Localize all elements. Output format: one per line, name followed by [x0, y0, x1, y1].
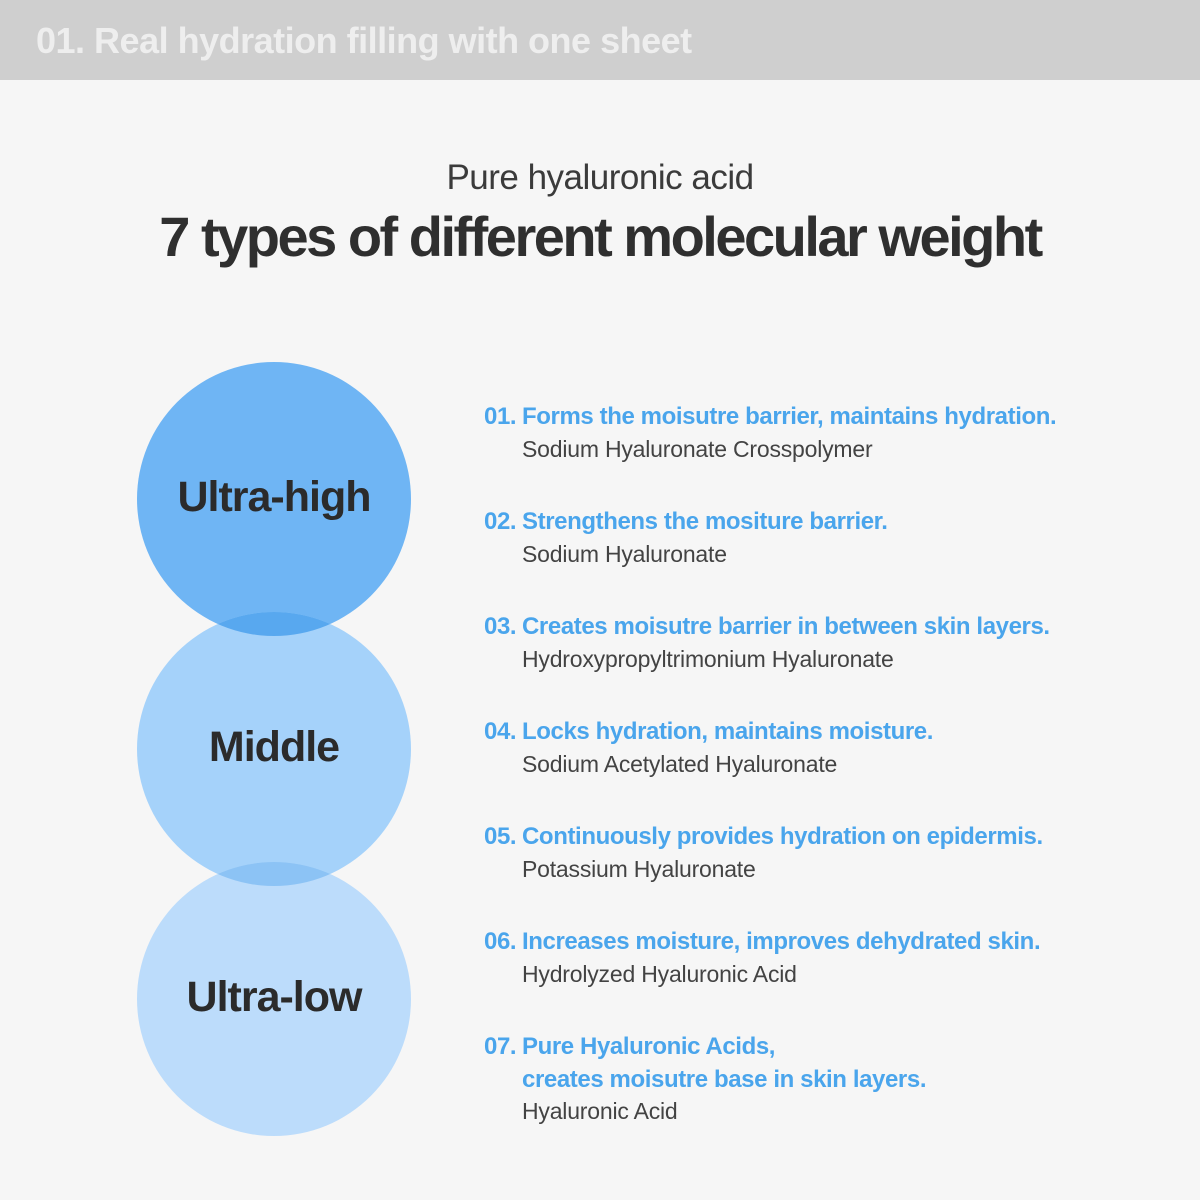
item-number: 03.	[484, 613, 517, 640]
item-heading	[484, 820, 1174, 854]
item-ingredient: Hydrolyzed Hyaluronic Acid	[522, 961, 797, 987]
section-banner	[0, 0, 1200, 80]
item-benefit: Locks hydration, maintains moisture.	[522, 718, 934, 745]
item-benefit: Forms the moisutre barrier, maintains hydration.	[522, 403, 1057, 430]
item-ingredient: Sodium Hyaluronate	[522, 541, 727, 567]
item-benefit: Continuously provides hydration on epidermis.	[522, 823, 1043, 850]
item-ingredient: Hyaluronic Acid	[522, 1098, 678, 1124]
item-benefit: Strengthens the mositure barrier.	[522, 508, 888, 535]
circle-label-middle: Middle	[208, 723, 340, 771]
list-item	[484, 820, 1174, 884]
item-heading	[484, 925, 1174, 959]
circle-label-ultra-high: Ultra-high	[177, 473, 371, 521]
item-heading	[484, 400, 1174, 434]
item-number: 05.	[484, 823, 517, 850]
item-number: 07.	[484, 1033, 517, 1060]
subtitle: Pure hyaluronic acid	[446, 158, 754, 197]
hyaluronic-type-list	[484, 400, 1174, 1167]
list-item	[484, 1030, 1174, 1126]
item-benefit: Creates moisutre barrier in between skin layers.	[522, 613, 1050, 640]
item-ingredient: Hydroxypropyltrimonium Hyaluronate	[522, 646, 894, 672]
item-ingredient: Sodium Acetylated Hyaluronate	[522, 751, 838, 777]
item-ingredient: Potassium Hyaluronate	[522, 856, 756, 882]
circle-label-ultra-low: Ultra-low	[186, 973, 362, 1021]
item-benefit-line2: creates moisutre base in skin layers.	[522, 1066, 927, 1093]
item-number: 06.	[484, 928, 517, 955]
item-number: 01.	[484, 403, 517, 430]
list-item	[484, 610, 1174, 674]
item-benefit: Pure Hyaluronic Acids,	[522, 1033, 776, 1060]
item-heading	[484, 715, 1174, 749]
list-item	[484, 505, 1174, 569]
main-title: 7 types of different molecular weight	[159, 205, 1041, 268]
list-item	[484, 400, 1174, 464]
item-heading	[484, 505, 1174, 539]
item-number: 04.	[484, 718, 517, 745]
section-banner-title: 01. Real hydration filling with one sheet	[36, 20, 692, 61]
item-heading	[484, 610, 1174, 644]
item-ingredient: Sodium Hyaluronate Crosspolymer	[522, 436, 873, 462]
list-item	[484, 715, 1174, 779]
item-number: 02.	[484, 508, 517, 535]
item-heading	[484, 1030, 1174, 1096]
list-item	[484, 925, 1174, 989]
item-benefit: Increases moisture, improves dehydrated skin.	[522, 928, 1041, 955]
